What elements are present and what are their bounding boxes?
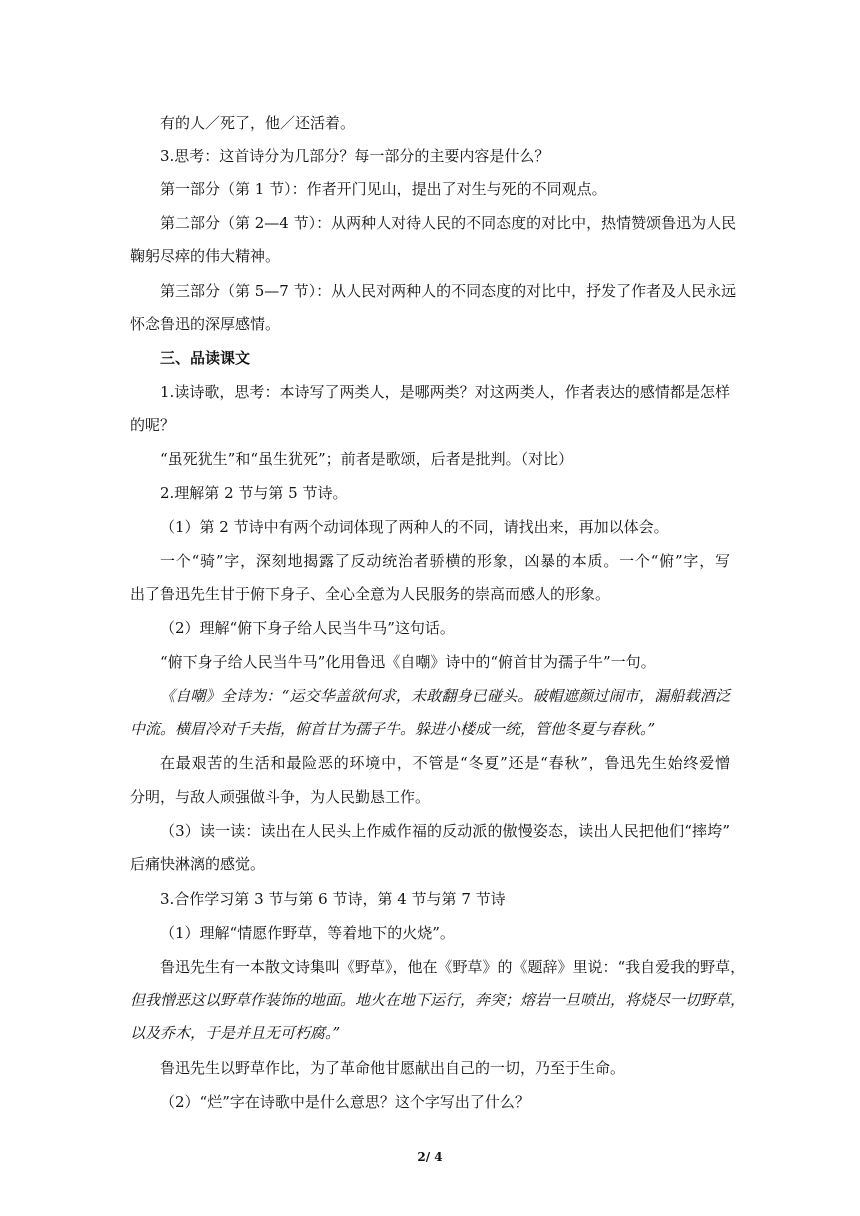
text-line: 在最艰苦的生活和最险恶的环境中，不管是“冬夏”还是“春秋”，鲁迅先生始终爱憎 (160, 754, 730, 772)
text-line: 第二部分（第 2—4 节）：从两种人对待人民的不同态度的对比中，热情赞颂鲁迅为人民 (160, 214, 737, 232)
text-line: 第一部分（第 1 节）：作者开门见山，提出了对生与死的不同观点。 (160, 180, 607, 198)
text-line: 2.理解第 2 节与第 5 节诗。 (160, 484, 348, 502)
text-line: 但我憎恶这以野草作装饰的地面。地火在地下运行，奔突；熔岩一旦喷出，将烧尽一切野草， (130, 991, 746, 1009)
text-line: （2）理解“俯下身子给人民当牛马”这句话。 (160, 619, 455, 637)
text-line: 中流。横眉冷对千夫指，俯首甘为孺子牛。躲进小楼成一统，管他冬夏与春秋。” (130, 720, 656, 738)
text-line: 第三部分（第 5—7 节）：从人民对两种人的不同态度的对比中，抒发了作者及人民永远 (160, 282, 737, 300)
text-line: （2）“烂”字在诗歌中是什么意思？这个字写出了什么？ (160, 1093, 530, 1111)
text-line: 有的人／死了，他／还活着。 (160, 114, 356, 132)
text-line: “虽死犹生”和“虽生犹死”；前者是歌颂，后者是批判。（对比） (160, 450, 574, 468)
text-line: 鲁迅先生以野草作比，为了革命他甘愿献出自己的一切，乃至于生命。 (160, 1059, 626, 1077)
page-number: 2/ 4 (417, 1150, 443, 1164)
text-line: 出了鲁迅先生甘于俯下身子、全心全意为人民服务的崇高而感人的形象。 (130, 585, 611, 603)
section-heading: 三、品读课文 (160, 349, 251, 367)
text-line: 3.思考：这首诗分为几部分？每一部分的主要内容是什么？ (160, 147, 550, 165)
text-line: 《自嘲》全诗为：“运交华盖欲何求，未敢翻身已碰头。破帽遮颜过闹市，漏船载酒泛 (160, 687, 730, 705)
text-line: 鞠躬尽瘁的伟大精神。 (130, 247, 281, 265)
text-line: （1）第 2 节诗中有两个动词体现了两种人的不同，请找出来，再加以体会。 (160, 518, 669, 536)
text-line: 分明，与敌人顽强做斗争，为人民勤恳工作。 (130, 788, 431, 806)
text-line: （3）读一读：读出在人民头上作威作福的反动派的傲慢姿态，读出人民把他们“摔垮” (160, 822, 730, 840)
text-line: 的呢？ (130, 416, 176, 434)
text-line: 1.读诗歌，思考：本诗写了两类人，是哪两类？对这两类人，作者表达的感情都是怎样 (160, 383, 730, 401)
text-line: 一个“骑”字，深刻地揭露了反动统治者骄横的形象，凶暴的本质。一个“俯”字，写 (160, 552, 730, 570)
text-line: （1）理解“情愿作野草，等着地下的火烧”。 (160, 924, 455, 942)
text-line: 鲁迅先生有一本散文诗集叫《野草》，他在《野草》的《题辞》里说：“我自爱我的野草， (160, 958, 746, 976)
text-line: 怀念鲁迅的深厚感情。 (130, 315, 281, 333)
text-line: “俯下身子给人民当牛马”化用鲁迅《自嘲》诗中的“俯首甘为孺子牛”一句。 (160, 653, 656, 671)
text-line: 以及乔木，于是并且无可朽腐。” (130, 1024, 341, 1042)
text-line: 3.合作学习第 3 节与第 6 节诗，第 4 节与第 7 节诗 (160, 890, 506, 908)
text-line: 后痛快淋漓的感觉。 (130, 855, 266, 873)
